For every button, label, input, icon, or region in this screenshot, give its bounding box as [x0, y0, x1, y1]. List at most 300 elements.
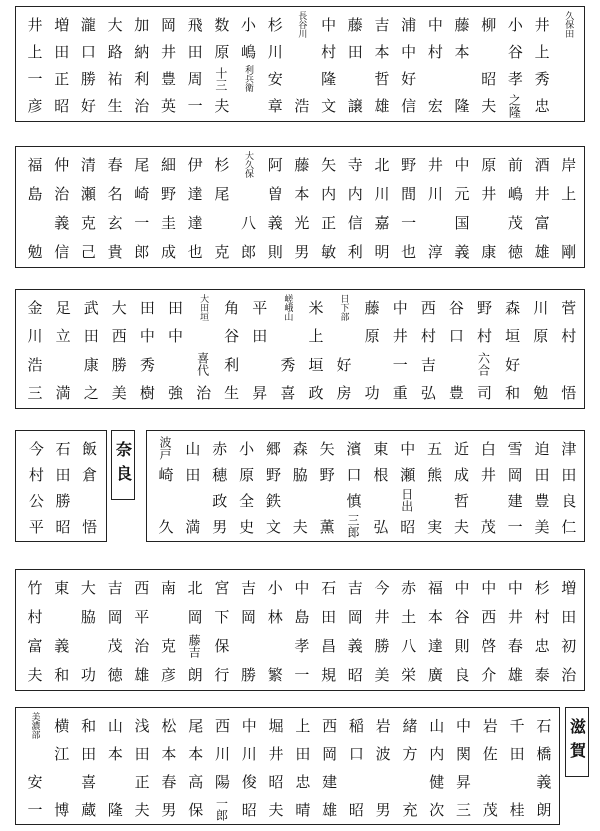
block-columns	[22, 437, 102, 537]
name-column	[236, 13, 260, 117]
name-character: 安	[25, 773, 44, 789]
name-character: 田	[532, 466, 551, 482]
name-character: 一	[399, 215, 418, 231]
name-character: 好	[78, 98, 97, 114]
name-character: 和	[79, 717, 98, 733]
name-character: 康	[479, 244, 498, 260]
name-character: 春	[505, 638, 524, 654]
name-character: 平	[250, 299, 269, 315]
name-block-2	[15, 146, 585, 268]
name-character: 井	[425, 156, 444, 172]
name-character: 東	[52, 579, 71, 595]
name-character: 尾	[186, 717, 205, 733]
name-character: 田	[183, 466, 202, 482]
name-character: 迫	[532, 440, 551, 456]
name-character: 克	[78, 215, 97, 231]
name-character: 和	[503, 385, 522, 401]
name-character: 達	[185, 185, 204, 201]
name-character: 喜	[79, 773, 98, 789]
name-character: 阿	[265, 156, 284, 172]
name-column	[502, 153, 526, 263]
name-character: 光	[292, 215, 311, 231]
name-column	[422, 13, 446, 117]
name-character: 清	[78, 156, 97, 172]
name-character: 喜	[278, 385, 297, 401]
name-character: 田	[79, 745, 98, 761]
name-character: 島	[292, 608, 311, 624]
name-character	[247, 353, 271, 375]
name-column	[22, 296, 46, 404]
name-character: 雄	[320, 801, 339, 817]
name-character	[275, 325, 299, 347]
name-character: 穂	[210, 466, 229, 482]
name-column	[275, 293, 299, 404]
name-character: 宮	[212, 579, 231, 595]
name-character: 譲	[345, 98, 364, 114]
name-character: 福	[425, 579, 444, 595]
name-character	[287, 489, 311, 511]
name-character: 杉	[265, 16, 284, 32]
name-character: 川	[531, 299, 550, 315]
name-character: 岡	[505, 466, 524, 482]
name-column	[219, 296, 243, 404]
name-character: 角	[222, 299, 241, 315]
name-character: 井	[372, 608, 391, 624]
name-column	[369, 13, 393, 117]
name-character: 則	[265, 244, 284, 260]
name-character: 雄	[532, 244, 551, 260]
name-character: 上	[532, 43, 551, 59]
name-character	[262, 635, 286, 657]
name-column	[22, 13, 46, 117]
name-block-4	[15, 430, 107, 542]
name-column	[22, 711, 46, 820]
name-character: 徳	[505, 244, 524, 260]
name-character: 孝	[292, 638, 311, 654]
name-character: 弘	[371, 518, 390, 534]
name-character: 津	[559, 440, 578, 456]
name-character: 玄	[105, 215, 124, 231]
name-character: 圭	[158, 215, 177, 231]
name-character: 昭	[53, 518, 72, 534]
name-character: 義	[534, 773, 553, 789]
name-character: 成	[451, 466, 470, 482]
name-character: 夫	[451, 518, 470, 534]
name-column	[448, 437, 472, 537]
name-column	[182, 576, 206, 686]
name-column	[134, 296, 158, 404]
name-column	[49, 153, 73, 263]
name-character	[556, 212, 580, 234]
name-character: 良	[452, 667, 471, 683]
name-character	[343, 770, 367, 792]
name-column	[343, 714, 367, 820]
block-columns	[22, 711, 555, 821]
name-character: 田	[81, 328, 100, 344]
name-column	[396, 153, 420, 263]
name-column	[529, 437, 553, 537]
name-character: 川	[425, 185, 444, 201]
name-character: 一	[25, 801, 44, 817]
name-character: 伊	[185, 156, 204, 172]
name-character: 実	[425, 518, 444, 534]
name-character: 蔵	[79, 801, 98, 817]
name-character: 廣	[425, 667, 444, 683]
name-character: 岡	[320, 745, 339, 761]
name-column	[155, 153, 179, 263]
name-character: 信	[399, 98, 418, 114]
name-character: 吉	[418, 356, 437, 372]
name-character: 文	[263, 518, 282, 534]
name-character: 緒	[400, 717, 419, 733]
name-character: 大久保	[243, 150, 253, 178]
name-column	[415, 296, 439, 404]
name-character: 田	[293, 745, 312, 761]
name-character: 前	[505, 156, 524, 172]
name-column	[209, 153, 233, 263]
name-column	[449, 576, 473, 686]
name-character: 昭	[346, 801, 365, 817]
name-character: 昭	[345, 667, 364, 683]
name-character: 田	[132, 745, 151, 761]
name-character: 口	[446, 328, 465, 344]
name-character	[180, 489, 204, 511]
block-columns	[22, 293, 580, 404]
name-character: 井	[532, 16, 551, 32]
name-column	[397, 714, 421, 820]
name-character: 繁	[265, 667, 284, 683]
name-column	[262, 13, 286, 117]
name-character	[236, 95, 260, 117]
name-character: 大	[105, 16, 124, 32]
name-character: 好	[334, 356, 353, 372]
name-character: 井	[505, 608, 524, 624]
name-character: 酒	[532, 156, 551, 172]
name-character: 垣	[503, 328, 522, 344]
name-column	[342, 576, 366, 686]
name-character: 岩	[373, 717, 392, 733]
name-character: 久保田	[563, 10, 574, 38]
name-character: 井	[478, 466, 497, 482]
name-character: 也	[185, 244, 204, 260]
name-character: 利	[132, 71, 151, 87]
name-character: 夫	[212, 98, 231, 114]
name-character	[289, 40, 313, 62]
name-character: 昇	[250, 385, 269, 401]
name-character: 富	[25, 638, 44, 654]
name-character: 名	[105, 185, 124, 201]
name-character: 瀬	[78, 185, 97, 201]
name-character: 郷	[263, 440, 282, 456]
name-character: 石	[534, 717, 553, 733]
name-column	[247, 296, 271, 404]
name-character: 松	[159, 717, 178, 733]
name-column	[49, 576, 73, 686]
name-column	[359, 296, 383, 404]
name-character: 夫	[266, 801, 285, 817]
name-character: 勝	[372, 638, 391, 654]
name-column	[529, 13, 553, 117]
name-character: 田	[185, 43, 204, 59]
name-character: 藤吉	[187, 633, 202, 658]
name-character: 建	[505, 492, 524, 508]
name-character	[155, 605, 179, 627]
name-character: 曽	[265, 185, 284, 201]
name-character: 井	[25, 16, 44, 32]
name-character: 満	[53, 385, 72, 401]
name-character: 田	[559, 608, 578, 624]
name-character: 中	[452, 156, 471, 172]
name-column	[289, 10, 313, 117]
name-character: 陽	[212, 773, 231, 789]
name-character	[475, 489, 499, 511]
name-character: 信	[345, 215, 364, 231]
name-column	[396, 576, 420, 686]
name-character: 俊	[239, 773, 258, 789]
name-character: 義	[52, 638, 71, 654]
name-character: 田	[137, 299, 156, 315]
name-character: 一	[505, 518, 524, 534]
name-character: 好	[503, 356, 522, 372]
name-character: 濱	[344, 440, 363, 456]
name-character: 義	[452, 244, 471, 260]
name-character: 康	[81, 356, 100, 372]
name-character: 悟	[80, 518, 99, 534]
name-character: 本	[372, 43, 391, 59]
name-column	[129, 153, 153, 263]
name-column	[475, 437, 499, 537]
name-character: 村	[26, 466, 45, 482]
name-character: 西	[132, 579, 151, 595]
name-character: 中	[452, 579, 471, 595]
name-block-3	[15, 289, 585, 409]
name-character: 喜代	[195, 352, 210, 377]
name-character: 則	[452, 638, 471, 654]
name-character: 秀	[137, 356, 156, 372]
name-character: 悟	[559, 385, 578, 401]
name-column	[49, 714, 73, 820]
name-column	[531, 714, 555, 820]
name-character: 富	[532, 215, 551, 231]
name-column	[236, 714, 260, 820]
name-character: 村	[559, 328, 578, 344]
name-character: 茂	[480, 801, 499, 817]
name-character: 西	[320, 717, 339, 733]
name-character: 田	[319, 608, 338, 624]
name-character: 郎	[239, 244, 257, 260]
name-character: 尾	[212, 185, 231, 201]
name-character: 田	[345, 43, 364, 59]
name-column	[476, 153, 500, 263]
name-character: 嶋	[239, 43, 257, 59]
name-character: 山	[105, 717, 124, 733]
name-character: 勝	[109, 356, 128, 372]
name-character: 浩	[292, 98, 311, 114]
name-character: 建	[320, 773, 339, 789]
name-character: 波	[373, 745, 392, 761]
name-character: 東	[371, 440, 390, 456]
name-character: 西	[479, 608, 498, 624]
name-character: 藤	[362, 299, 381, 315]
name-character: 岡	[158, 16, 177, 32]
name-character	[556, 68, 580, 90]
name-character: 中	[319, 16, 338, 32]
name-column	[368, 437, 392, 537]
name-character	[75, 635, 99, 657]
name-character: 利	[222, 356, 241, 372]
name-character: 夫	[25, 667, 44, 683]
name-character: 内	[319, 185, 338, 201]
name-column	[449, 153, 473, 263]
block-columns	[22, 10, 580, 118]
name-character: 浦	[399, 16, 418, 32]
name-character: 弘	[418, 385, 437, 401]
name-character: 昭	[398, 518, 417, 534]
name-character	[191, 325, 215, 347]
name-character: 一	[132, 215, 151, 231]
name-character: 樹	[137, 385, 156, 401]
name-character: 藤	[345, 16, 364, 32]
name-column	[129, 576, 153, 686]
name-column	[236, 150, 260, 263]
name-character: 良	[559, 492, 578, 508]
name-character: 生	[105, 98, 124, 114]
name-character: 昌	[319, 638, 338, 654]
name-character: 勝	[78, 71, 97, 87]
name-character: 口	[346, 745, 365, 761]
name-character: 秀	[532, 71, 551, 87]
name-column	[369, 576, 393, 686]
name-column	[102, 13, 126, 117]
name-character: 近	[451, 440, 470, 456]
name-character: 剛	[559, 244, 578, 260]
name-character: 増	[559, 579, 578, 595]
name-character: 石	[53, 440, 72, 456]
name-character: 春	[105, 156, 124, 172]
name-character: 哲	[372, 71, 391, 87]
name-character: 美	[372, 667, 391, 683]
name-character: 川	[239, 745, 258, 761]
name-character: 雄	[505, 667, 524, 683]
name-character: 哲	[451, 492, 470, 508]
name-character: 加	[132, 16, 151, 32]
name-character: 井	[266, 745, 285, 761]
name-character: 井	[158, 43, 177, 59]
name-character: 貴	[105, 244, 124, 260]
name-column	[316, 13, 340, 117]
name-character: 義	[52, 215, 71, 231]
name-character: 己	[78, 244, 97, 260]
name-block-7	[15, 707, 560, 825]
name-character: 孝	[505, 71, 524, 87]
name-character: 増	[52, 16, 71, 32]
name-column	[504, 714, 528, 820]
name-character	[22, 212, 46, 234]
name-character: 勝	[239, 667, 257, 683]
name-character: 大田垣	[198, 293, 209, 321]
name-character: 中	[239, 717, 258, 733]
name-character: 横	[52, 717, 71, 733]
name-column	[443, 296, 467, 404]
name-character	[162, 353, 186, 375]
name-column	[528, 296, 552, 404]
name-character: 野	[263, 466, 282, 482]
name-character: 長谷川	[296, 10, 307, 38]
name-character: 敏	[319, 244, 338, 260]
name-column	[155, 13, 179, 117]
name-character: 司	[475, 385, 493, 401]
name-character: 一	[390, 356, 409, 372]
name-column	[500, 296, 524, 404]
name-character: 瀬	[398, 466, 417, 482]
name-character: 間	[399, 185, 418, 201]
name-character: 充	[400, 801, 419, 817]
name-character: 治	[132, 638, 151, 654]
name-column	[22, 576, 46, 686]
name-character: 朗	[185, 667, 204, 683]
name-character: 垣	[306, 356, 325, 372]
name-column	[260, 437, 284, 537]
name-character: 谷	[452, 608, 471, 624]
name-character: 淳	[425, 244, 444, 260]
name-character: 治	[52, 185, 71, 201]
name-character: 徳	[105, 667, 124, 683]
name-character: 川	[212, 745, 231, 761]
name-character: 西	[418, 299, 437, 315]
name-character: 関	[454, 745, 472, 761]
name-character: 章	[265, 98, 284, 114]
name-character: 上	[559, 185, 578, 201]
name-column	[314, 437, 338, 537]
name-character	[49, 605, 73, 627]
name-character: 次	[427, 801, 446, 817]
name-character: 原	[479, 156, 498, 172]
name-character: 路	[105, 43, 124, 59]
name-character	[556, 353, 580, 375]
name-character: 波戸	[158, 436, 172, 460]
name-character: 健	[427, 773, 446, 789]
name-character: 江	[52, 745, 71, 761]
name-column	[449, 13, 473, 117]
name-column	[236, 576, 260, 686]
name-character: 豊	[532, 492, 551, 508]
name-character: 雄	[132, 667, 151, 683]
name-character: 周	[185, 71, 204, 87]
name-character: 岩	[480, 717, 499, 733]
name-character: 隆	[319, 71, 338, 87]
name-column	[422, 437, 446, 537]
name-character: 藤	[452, 16, 471, 32]
name-character: 美濃部	[29, 711, 40, 739]
name-character: 一	[25, 71, 44, 87]
name-character: 飯	[80, 440, 99, 456]
name-character: 明	[372, 244, 391, 260]
name-column	[22, 153, 46, 263]
name-character	[102, 770, 126, 792]
name-character: 本	[425, 608, 444, 624]
name-character	[528, 353, 552, 375]
name-character	[50, 353, 74, 375]
name-character: 満	[183, 518, 202, 534]
name-character: 田	[53, 466, 72, 482]
name-character: 信	[52, 244, 71, 260]
name-character: 啓	[479, 638, 498, 654]
name-character: 秀	[278, 356, 297, 372]
name-character: 赤	[210, 440, 229, 456]
name-character: 宏	[425, 98, 444, 114]
name-column	[75, 576, 99, 686]
name-column	[209, 714, 233, 820]
